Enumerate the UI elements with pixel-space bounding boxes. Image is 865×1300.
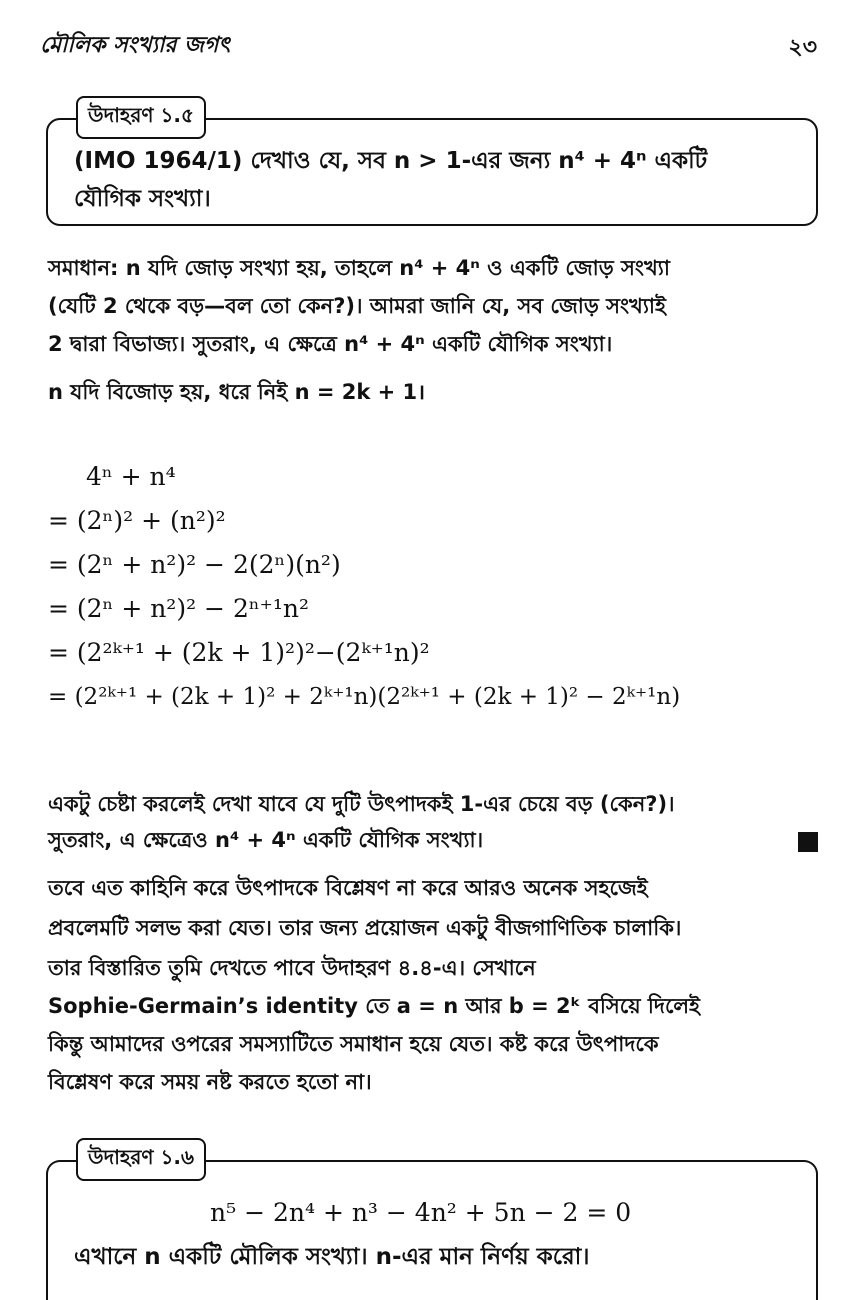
conclusion-line-2: সুতরাং, এ ক্ষেত্রেও n⁴ + 4ⁿ একটি যৌগিক সংখ্যা। [48, 828, 484, 852]
remark-line-1: তবে এত কাহিনি করে উৎপাদকে বিশ্লেষণ না করে আরও অনেক সহজেই [48, 876, 648, 900]
remark-line-6: বিশ্লেষণ করে সময় নষ্ট করতে হতো না। [48, 1070, 372, 1094]
conclusion-line-1: একটু চেষ্টা করলেই দেখা যাবে যে দুটি উৎপাদকই 1-এর চেয়ে বড় (কেন?)। [48, 792, 675, 816]
remark-line-4: Sophie-Germain’s identity তে a = n আর b = 2ᵏ বসিয়ে দিলেই [48, 994, 700, 1018]
remark-line-2: প্রবলেমটি সলভ করা যেত। তার জন্য প্রয়োজন একটু বীজগাণিতিক চালাকি। [48, 916, 682, 940]
example-label-1-5: উদাহরণ ১.৫ [76, 96, 206, 139]
equation-line: = (2²ᵏ⁺¹ + (2k + 1)²)²−(2ᵏ⁺¹n)² [48, 638, 430, 667]
solution-line-3: 2 দ্বারা বিভাজ্য। সুতরাং, এ ক্ষেত্রে n⁴ + 4ⁿ একটি যৌগিক সংখ্যা। [48, 332, 613, 356]
example-box-1-6 [46, 1160, 818, 1300]
example-text-line-2: যৌগিক সংখ্যা। [74, 186, 211, 212]
equation-line: = (2ⁿ + n²)² − 2(2ⁿ)(n²) [48, 550, 341, 579]
example-text-line-1: (IMO 1964/1) দেখাও যে, সব n > 1-এর জন্য n⁴ + 4ⁿ একটি [74, 148, 708, 174]
example-text-1-6: এখানে n একটি মৌলিক সংখ্যা। n-এর মান নির্ণয় করো। [74, 1244, 590, 1270]
equation-line: 4ⁿ + n⁴ [86, 462, 176, 491]
equation-line: = (2²ᵏ⁺¹ + (2k + 1)² + 2ᵏ⁺¹n)(2²ᵏ⁺¹ + (2k + 1)² − 2ᵏ⁺¹n) [48, 684, 681, 710]
equation-line: = (2ⁿ + n²)² − 2ⁿ⁺¹n² [48, 594, 310, 623]
solution-line-2: (যেটি 2 থেকে বড়—বল তো কেন?)। আমরা জানি যে, সব জোড় সংখ্যাই [48, 294, 666, 318]
running-title: মৌলিক সংখ্যার জগৎ [40, 33, 231, 58]
solution-odd-case: n যদি বিজোড় হয়, ধরে নিই n = 2k + 1। [48, 380, 426, 404]
remark-line-3: তার বিস্তারিত তুমি দেখতে পাবে উদাহরণ ৪.৪-এ। সেখানে [48, 956, 536, 980]
qed-mark [798, 832, 818, 852]
solution-line-1: সমাধান: n যদি জোড় সংখ্যা হয়, তাহলে n⁴ + 4ⁿ ও একটি জোড় সংখ্যা [48, 256, 670, 280]
equation-line: = (2ⁿ)² + (n²)² [48, 506, 226, 535]
example-equation: n⁵ − 2n⁴ + n³ − 4n² + 5n − 2 = 0 [210, 1198, 632, 1227]
page-number: ২৩ [788, 35, 817, 60]
example-label-1-6: উদাহরণ ১.৬ [76, 1138, 206, 1181]
remark-line-5: কিন্তু আমাদের ওপরের সমস্যাটিতে সমাধান হয়ে যেত। কষ্ট করে উৎপাদকে [48, 1032, 659, 1056]
